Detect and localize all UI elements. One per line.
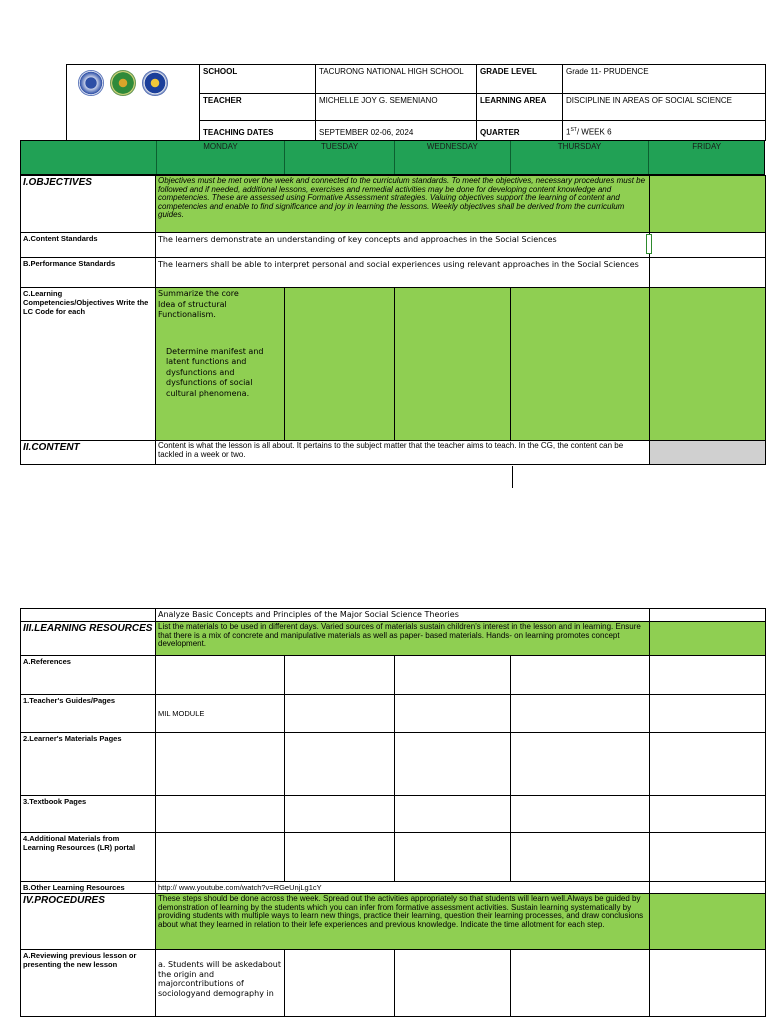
learners-materials-wednesday	[395, 733, 511, 796]
day-friday: FRIDAY	[648, 141, 764, 174]
content-standards-friday-cell	[650, 233, 766, 258]
school-seal-icon	[110, 70, 136, 96]
content-standards-label: A.Content Standards	[21, 233, 156, 258]
learning-resources-note: List the materials to be used in different days. Varied sources of materials sustain children's interest in the lesson and in learning. Ensure that there is a mix of concrete and manipulative materials as well as paper- based materials. Hands- on learning promotes concept development.	[156, 622, 650, 656]
day-monday: MONDAY	[156, 141, 285, 174]
learning-competencies-tuesday	[285, 288, 395, 441]
cell-cursor-marker	[646, 234, 652, 254]
teacher-label: TEACHER	[200, 94, 316, 121]
mil-module-text: MIL MODULE	[158, 709, 205, 718]
reviewing-lesson-wednesday	[395, 950, 511, 1017]
procedures-note: These steps should be done across the week. Spread out the activities appropriately so that students will learn well.Always be guided by demonstration of learning by the students which you can infer from formative assessment activities. Sustain learning systematically by providing students with multiple ways to learn new things, practice their learning, question their learning processes, and draw conclusions about what they learned in relation to their lefe experiences and previous knowledge. Indicate the time allotment for each step.	[156, 894, 650, 950]
quarter-value: 1ST/ WEEK 6	[563, 121, 766, 141]
additional-materials-friday	[650, 833, 766, 882]
additional-materials-wednesday	[395, 833, 511, 882]
learners-materials-monday	[156, 733, 285, 796]
objectives-heading: I.OBJECTIVES	[21, 176, 156, 233]
learning-competencies-friday	[650, 288, 766, 441]
topic-blank-cell	[21, 609, 156, 622]
deped-seal-icon	[78, 70, 104, 96]
day-bar-blank	[21, 141, 156, 174]
day-wednesday: WEDNESDAY	[394, 141, 510, 174]
day-header-bar	[20, 140, 765, 175]
other-resources-friday	[650, 882, 766, 894]
textbook-pages-label: 3.Textbook Pages	[21, 796, 156, 833]
reviewing-lesson-thursday	[511, 950, 650, 1017]
other-resources-link[interactable]: http:// www.youtube.com/watch?v=RGeUnjLg1cY	[156, 882, 650, 894]
procedures-heading: IV.PROCEDURES	[21, 894, 156, 950]
learning-resources-heading: III.LEARNING RESOURCES	[21, 622, 156, 656]
references-friday	[650, 656, 766, 695]
teachers-guides-wednesday	[395, 695, 511, 733]
objectives-table	[20, 175, 766, 465]
teachers-guides-monday	[156, 695, 285, 733]
reviewing-lesson-text: a. Students will be askedabout the origin and majorcontributions of sociologyand demography in	[158, 960, 281, 998]
performance-standards-friday-cell	[650, 258, 766, 288]
objectives-note: Objectives must be met over the week and connected to the curriculum standards. To meet the objectives, necessary procedures must be followed and if needed, additional lessons, exercises and remedial activities may be done for developing content knowledge and competencies. These are assessed using Formative Assessment strategies. Valuing objectives support the learning of content and competencies and enable to find significance and joy in learning the lessons. Weekly objectives shall be derived from the curriculum guides.	[156, 176, 650, 233]
additional-materials-label: 4.Additional Materials from Learning Resources (LR) portal	[21, 833, 156, 882]
lc-summarize-text: Summarize the core Idea of structural Functionalism.	[158, 289, 239, 319]
teaching-dates-value: SEPTEMBER 02-06, 2024	[316, 121, 477, 141]
textbook-pages-thursday	[511, 796, 650, 833]
learners-materials-thursday	[511, 733, 650, 796]
performance-standards-value: The learners shall be able to interpret personal and social experiences using relevant approaches in the Social Sciences	[156, 258, 650, 288]
learning-resources-friday-cell	[650, 622, 766, 656]
topic-title: Analyze Basic Concepts and Principles of the Major Social Science Theories	[156, 609, 650, 622]
learning-competencies-thursday	[511, 288, 650, 441]
grade-level-value: Grade 11- PRUDENCE	[563, 65, 766, 94]
school-value: TACURONG NATIONAL HIGH SCHOOL	[316, 65, 477, 94]
logo-cell	[67, 65, 200, 141]
references-thursday	[511, 656, 650, 695]
topic-friday-cell	[650, 609, 766, 622]
reviewing-lesson-tuesday	[285, 950, 395, 1017]
day-tuesday: TUESDAY	[284, 141, 394, 174]
reviewing-lesson-label: A.Reviewing previous lesson or presenting the new lesson	[21, 950, 156, 1017]
textbook-pages-tuesday	[285, 796, 395, 833]
reviewing-lesson-friday	[650, 950, 766, 1017]
references-wednesday	[395, 656, 511, 695]
textbook-pages-friday	[650, 796, 766, 833]
content-standards-value: The learners demonstrate an understanding of key concepts and approaches in the Social Sciences	[156, 233, 650, 258]
header-table	[66, 64, 766, 141]
quarter-label: QUARTER	[477, 121, 563, 141]
references-monday	[156, 656, 285, 695]
objectives-friday-cell	[650, 176, 766, 233]
performance-standards-label: B.Performance Standards	[21, 258, 156, 288]
teacher-value: MICHELLE JOY G. SEMENIANO	[316, 94, 477, 121]
other-resources-label: B.Other Learning Resources	[21, 882, 156, 894]
teachers-guides-friday	[650, 695, 766, 733]
references-tuesday	[285, 656, 395, 695]
teachers-guides-thursday	[511, 695, 650, 733]
learning-competencies-wednesday	[395, 288, 511, 441]
learners-materials-label: 2.Learner's Materials Pages	[21, 733, 156, 796]
learning-competencies-monday	[156, 288, 285, 441]
content-heading: II.CONTENT	[21, 441, 156, 465]
additional-materials-monday	[156, 833, 285, 882]
learners-materials-tuesday	[285, 733, 395, 796]
grade-level-label: GRADE LEVEL	[477, 65, 563, 94]
stray-vertical-line	[512, 466, 513, 488]
teachers-guides-label: 1.Teacher's Guides/Pages	[21, 695, 156, 733]
learners-materials-friday	[650, 733, 766, 796]
references-label: A.References	[21, 656, 156, 695]
resources-table	[20, 608, 766, 1017]
teachers-guides-tuesday	[285, 695, 395, 733]
reviewing-lesson-monday	[156, 950, 285, 1017]
lc-determine-text: Determine manifest and latent functions and dysfunctions and dysfunctions of social cultural phenomena.	[166, 346, 264, 398]
school-label: SCHOOL	[200, 65, 316, 94]
teaching-dates-label: TEACHING DATES	[200, 121, 316, 141]
learning-area-value: DISCIPLINE IN AREAS OF SOCIAL SCIENCE	[563, 94, 766, 121]
learning-competencies-label: C.Learning Competencies/Objectives Write the LC Code for each	[21, 288, 156, 441]
learning-area-label: LEARNING AREA	[477, 94, 563, 121]
additional-materials-tuesday	[285, 833, 395, 882]
division-seal-icon	[142, 70, 168, 96]
day-thursday: THURSDAY	[510, 141, 649, 174]
content-friday-cell	[650, 441, 766, 465]
additional-materials-thursday	[511, 833, 650, 882]
textbook-pages-wednesday	[395, 796, 511, 833]
textbook-pages-monday	[156, 796, 285, 833]
procedures-friday-cell	[650, 894, 766, 950]
content-note: Content is what the lesson is all about. It pertains to the subject matter that the teacher aims to teach. In the CG, the content can be tackled in a week or two.	[156, 441, 650, 465]
